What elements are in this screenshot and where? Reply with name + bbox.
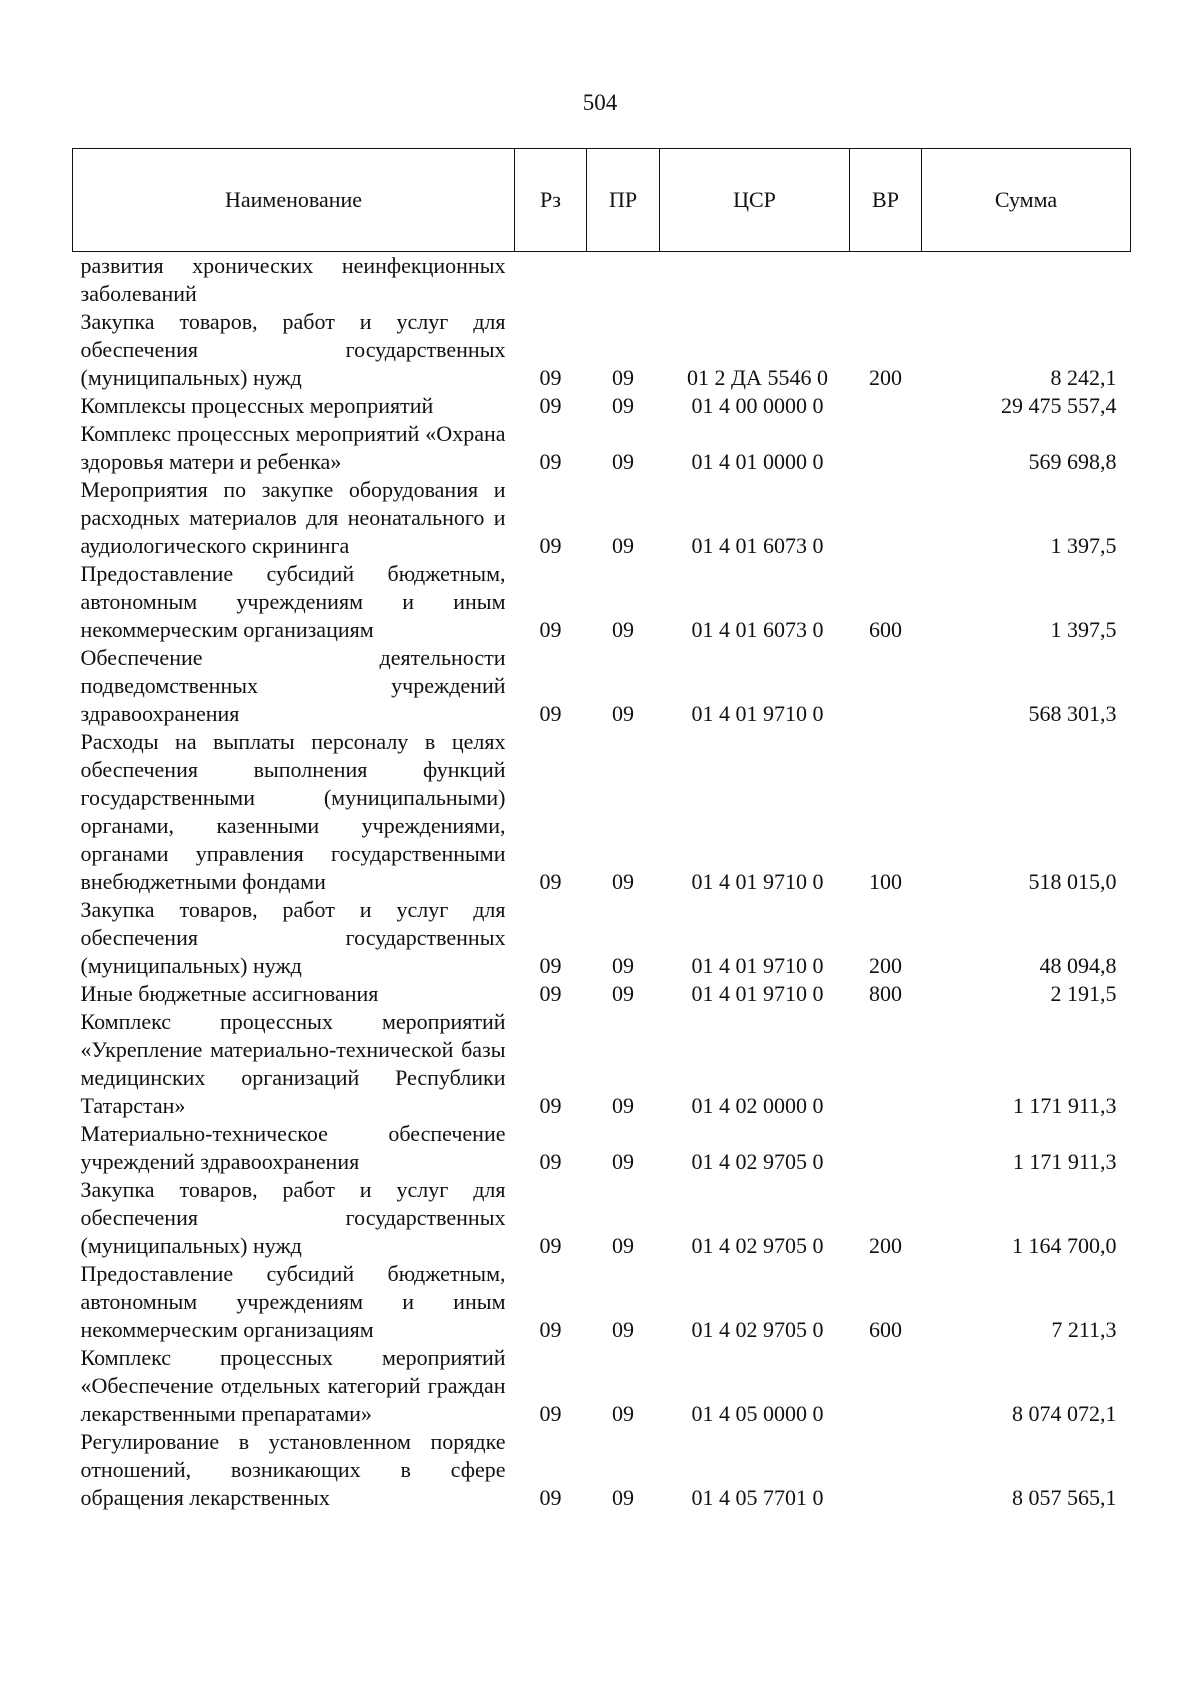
cell-sum: 8 074 072,1	[1012, 1401, 1117, 1426]
cell-sum: 2 191,5	[1050, 981, 1117, 1006]
table-row	[73, 896, 1131, 980]
cell-rz: 09	[539, 365, 562, 390]
header-vr: ВР	[850, 149, 922, 252]
header-rz: Рз	[515, 149, 587, 252]
cell-pr: 09	[612, 701, 634, 726]
cell-name: Комплекс процессных мероприятий «Охрана здоровья матери и ребенка»	[80, 421, 506, 474]
cell-rz: 09	[539, 449, 562, 474]
cell-pr: 09	[612, 365, 634, 390]
cell-vr: 600	[869, 617, 902, 642]
cell-vr: 200	[869, 953, 902, 978]
cell-sum: 29 475 557,4	[1001, 393, 1117, 418]
cell-pr: 09	[612, 1233, 634, 1258]
cell-sum: 1 164 700,0	[1012, 1233, 1117, 1258]
cell-vr	[850, 476, 922, 560]
cell-name: Комплекс процессных мероприятий «Обеспечение отдельных категорий граждан лекарственными препаратами»	[80, 1345, 506, 1426]
header-pr: ПР	[587, 149, 660, 252]
cell-vr	[850, 1428, 922, 1512]
cell-csr: 01 4 01 6073 0	[691, 617, 824, 642]
cell-rz: 09	[539, 701, 562, 726]
cell-name: Иные бюджетные ассигнования	[80, 981, 379, 1006]
cell-name: Комплекс процессных мероприятий «Укрепление материально-технической базы медицинских организаций Республики Татарстан»	[80, 1009, 506, 1118]
table-row	[73, 1428, 1131, 1512]
cell-sum: 569 698,8	[1028, 449, 1117, 474]
table-header	[73, 149, 1131, 252]
cell-sum: 8 242,1	[1050, 365, 1117, 390]
cell-vr	[850, 1008, 922, 1120]
cell-pr: 09	[612, 953, 634, 978]
cell-name: развития хронических неинфекционных заболеваний	[80, 253, 506, 306]
cell-name: Мероприятия по закупке оборудования и расходных материалов для неонатального и аудиологического скрининга	[80, 477, 506, 558]
cell-vr: 600	[869, 1317, 902, 1342]
header-sum: Сумма	[922, 149, 1131, 252]
page-number: 504	[582, 90, 618, 115]
cell-pr: 09	[612, 1149, 634, 1174]
cell-csr: 01 4 02 9705 0	[691, 1317, 824, 1342]
cell-rz: 09	[539, 1485, 562, 1510]
table-row	[73, 644, 1131, 728]
table-row	[73, 1176, 1131, 1260]
table-row	[73, 1344, 1131, 1428]
cell-rz: 09	[539, 617, 562, 642]
cell-name: Материально-техническое обеспечение учреждений здравоохранения	[80, 1121, 506, 1174]
cell-csr: 01 4 00 0000 0	[691, 393, 824, 418]
cell-pr: 09	[612, 1317, 634, 1342]
table-row	[73, 1008, 1131, 1120]
cell-csr: 01 4 05 0000 0	[691, 1401, 824, 1426]
cell-rz: 09	[539, 1149, 562, 1174]
table-row	[73, 980, 1131, 1008]
cell-pr: 09	[612, 449, 634, 474]
cell-vr: 800	[869, 981, 902, 1006]
cell-vr	[850, 644, 922, 728]
cell-csr	[660, 252, 850, 309]
header-name: Наименование	[73, 149, 515, 252]
cell-name: Закупка товаров, работ и услуг для обеспечения государственных (муниципальных) нужд	[80, 309, 506, 390]
cell-csr: 01 4 02 9705 0	[691, 1233, 824, 1258]
cell-name: Регулирование в установленном порядке отношений, возникающих в сфере обращения лекарственных	[80, 1429, 506, 1510]
cell-sum: 1 171 911,3	[1012, 1093, 1117, 1118]
cell-name: Обеспечение деятельности подведомственных учреждений здравоохранения	[80, 645, 506, 726]
cell-pr: 09	[612, 617, 634, 642]
cell-name: Закупка товаров, работ и услуг для обеспечения государственных (муниципальных) нужд	[80, 897, 506, 978]
cell-pr: 09	[612, 533, 634, 558]
cell-rz	[515, 252, 587, 309]
cell-vr	[850, 1120, 922, 1176]
cell-vr: 200	[869, 365, 902, 390]
budget-table	[72, 148, 1131, 1512]
cell-sum: 1 397,5	[1050, 617, 1117, 642]
cell-csr: 01 2 ДА 5546 0	[687, 365, 828, 390]
cell-sum: 48 094,8	[1039, 953, 1117, 978]
cell-rz: 09	[539, 1093, 562, 1118]
table-row	[73, 1260, 1131, 1344]
cell-pr: 09	[612, 1401, 634, 1426]
cell-csr: 01 4 01 0000 0	[691, 449, 824, 474]
table-row	[73, 1120, 1131, 1176]
cell-sum: 518 015,0	[1028, 869, 1117, 894]
cell-name: Предоставление субсидий бюджетным, автономным учреждениям и иным некоммерческим организациям	[80, 1261, 506, 1342]
cell-csr: 01 4 01 9710 0	[691, 701, 824, 726]
table-row	[73, 476, 1131, 560]
cell-name: Расходы на выплаты персоналу в целях обеспечения выполнения функций государственными (муниципальными) органами, казенными учреждениями, органами управления государственными внебюджетными фондами	[80, 729, 506, 894]
cell-rz: 09	[539, 1317, 562, 1342]
cell-pr: 09	[612, 981, 634, 1006]
table-row	[73, 252, 1131, 309]
header-csr: ЦСР	[660, 149, 850, 252]
table-row	[73, 308, 1131, 392]
table-row	[73, 392, 1131, 420]
cell-vr: 100	[869, 869, 902, 894]
cell-vr	[850, 252, 922, 309]
table-body	[73, 252, 1131, 1513]
cell-pr: 09	[612, 869, 634, 894]
cell-rz: 09	[539, 869, 562, 894]
cell-csr: 01 4 05 7701 0	[691, 1485, 824, 1510]
cell-pr: 09	[612, 1485, 634, 1510]
cell-pr: 09	[612, 393, 634, 418]
cell-rz: 09	[539, 393, 562, 418]
cell-rz: 09	[539, 981, 562, 1006]
cell-csr: 01 4 01 9710 0	[691, 869, 824, 894]
cell-rz: 09	[539, 533, 562, 558]
cell-name: Комплексы процессных мероприятий	[80, 393, 434, 418]
cell-vr	[850, 1344, 922, 1428]
cell-vr	[850, 392, 922, 420]
cell-csr: 01 4 02 9705 0	[691, 1149, 824, 1174]
cell-sum: 7 211,3	[1051, 1317, 1117, 1342]
cell-csr: 01 4 01 9710 0	[691, 981, 824, 1006]
table-row	[73, 560, 1131, 644]
cell-csr: 01 4 01 9710 0	[691, 953, 824, 978]
table-row	[73, 420, 1131, 476]
cell-sum: 1 397,5	[1050, 533, 1117, 558]
cell-rz: 09	[539, 953, 562, 978]
cell-rz: 09	[539, 1401, 562, 1426]
cell-sum: 1 171 911,3	[1012, 1149, 1117, 1174]
cell-sum: 8 057 565,1	[1012, 1485, 1117, 1510]
cell-csr: 01 4 01 6073 0	[691, 533, 824, 558]
cell-rz: 09	[539, 1233, 562, 1258]
cell-csr: 01 4 02 0000 0	[691, 1093, 824, 1118]
header-row	[73, 149, 1131, 252]
cell-name: Предоставление субсидий бюджетным, автономным учреждениям и иным некоммерческим организациям	[80, 561, 506, 642]
cell-pr: 09	[612, 1093, 634, 1118]
cell-sum: 568 301,3	[1028, 701, 1117, 726]
cell-vr	[850, 420, 922, 476]
cell-sum	[922, 252, 1131, 309]
table-row	[73, 728, 1131, 896]
cell-pr	[587, 252, 660, 309]
cell-vr: 200	[869, 1233, 902, 1258]
cell-name: Закупка товаров, работ и услуг для обеспечения государственных (муниципальных) нужд	[80, 1177, 506, 1258]
